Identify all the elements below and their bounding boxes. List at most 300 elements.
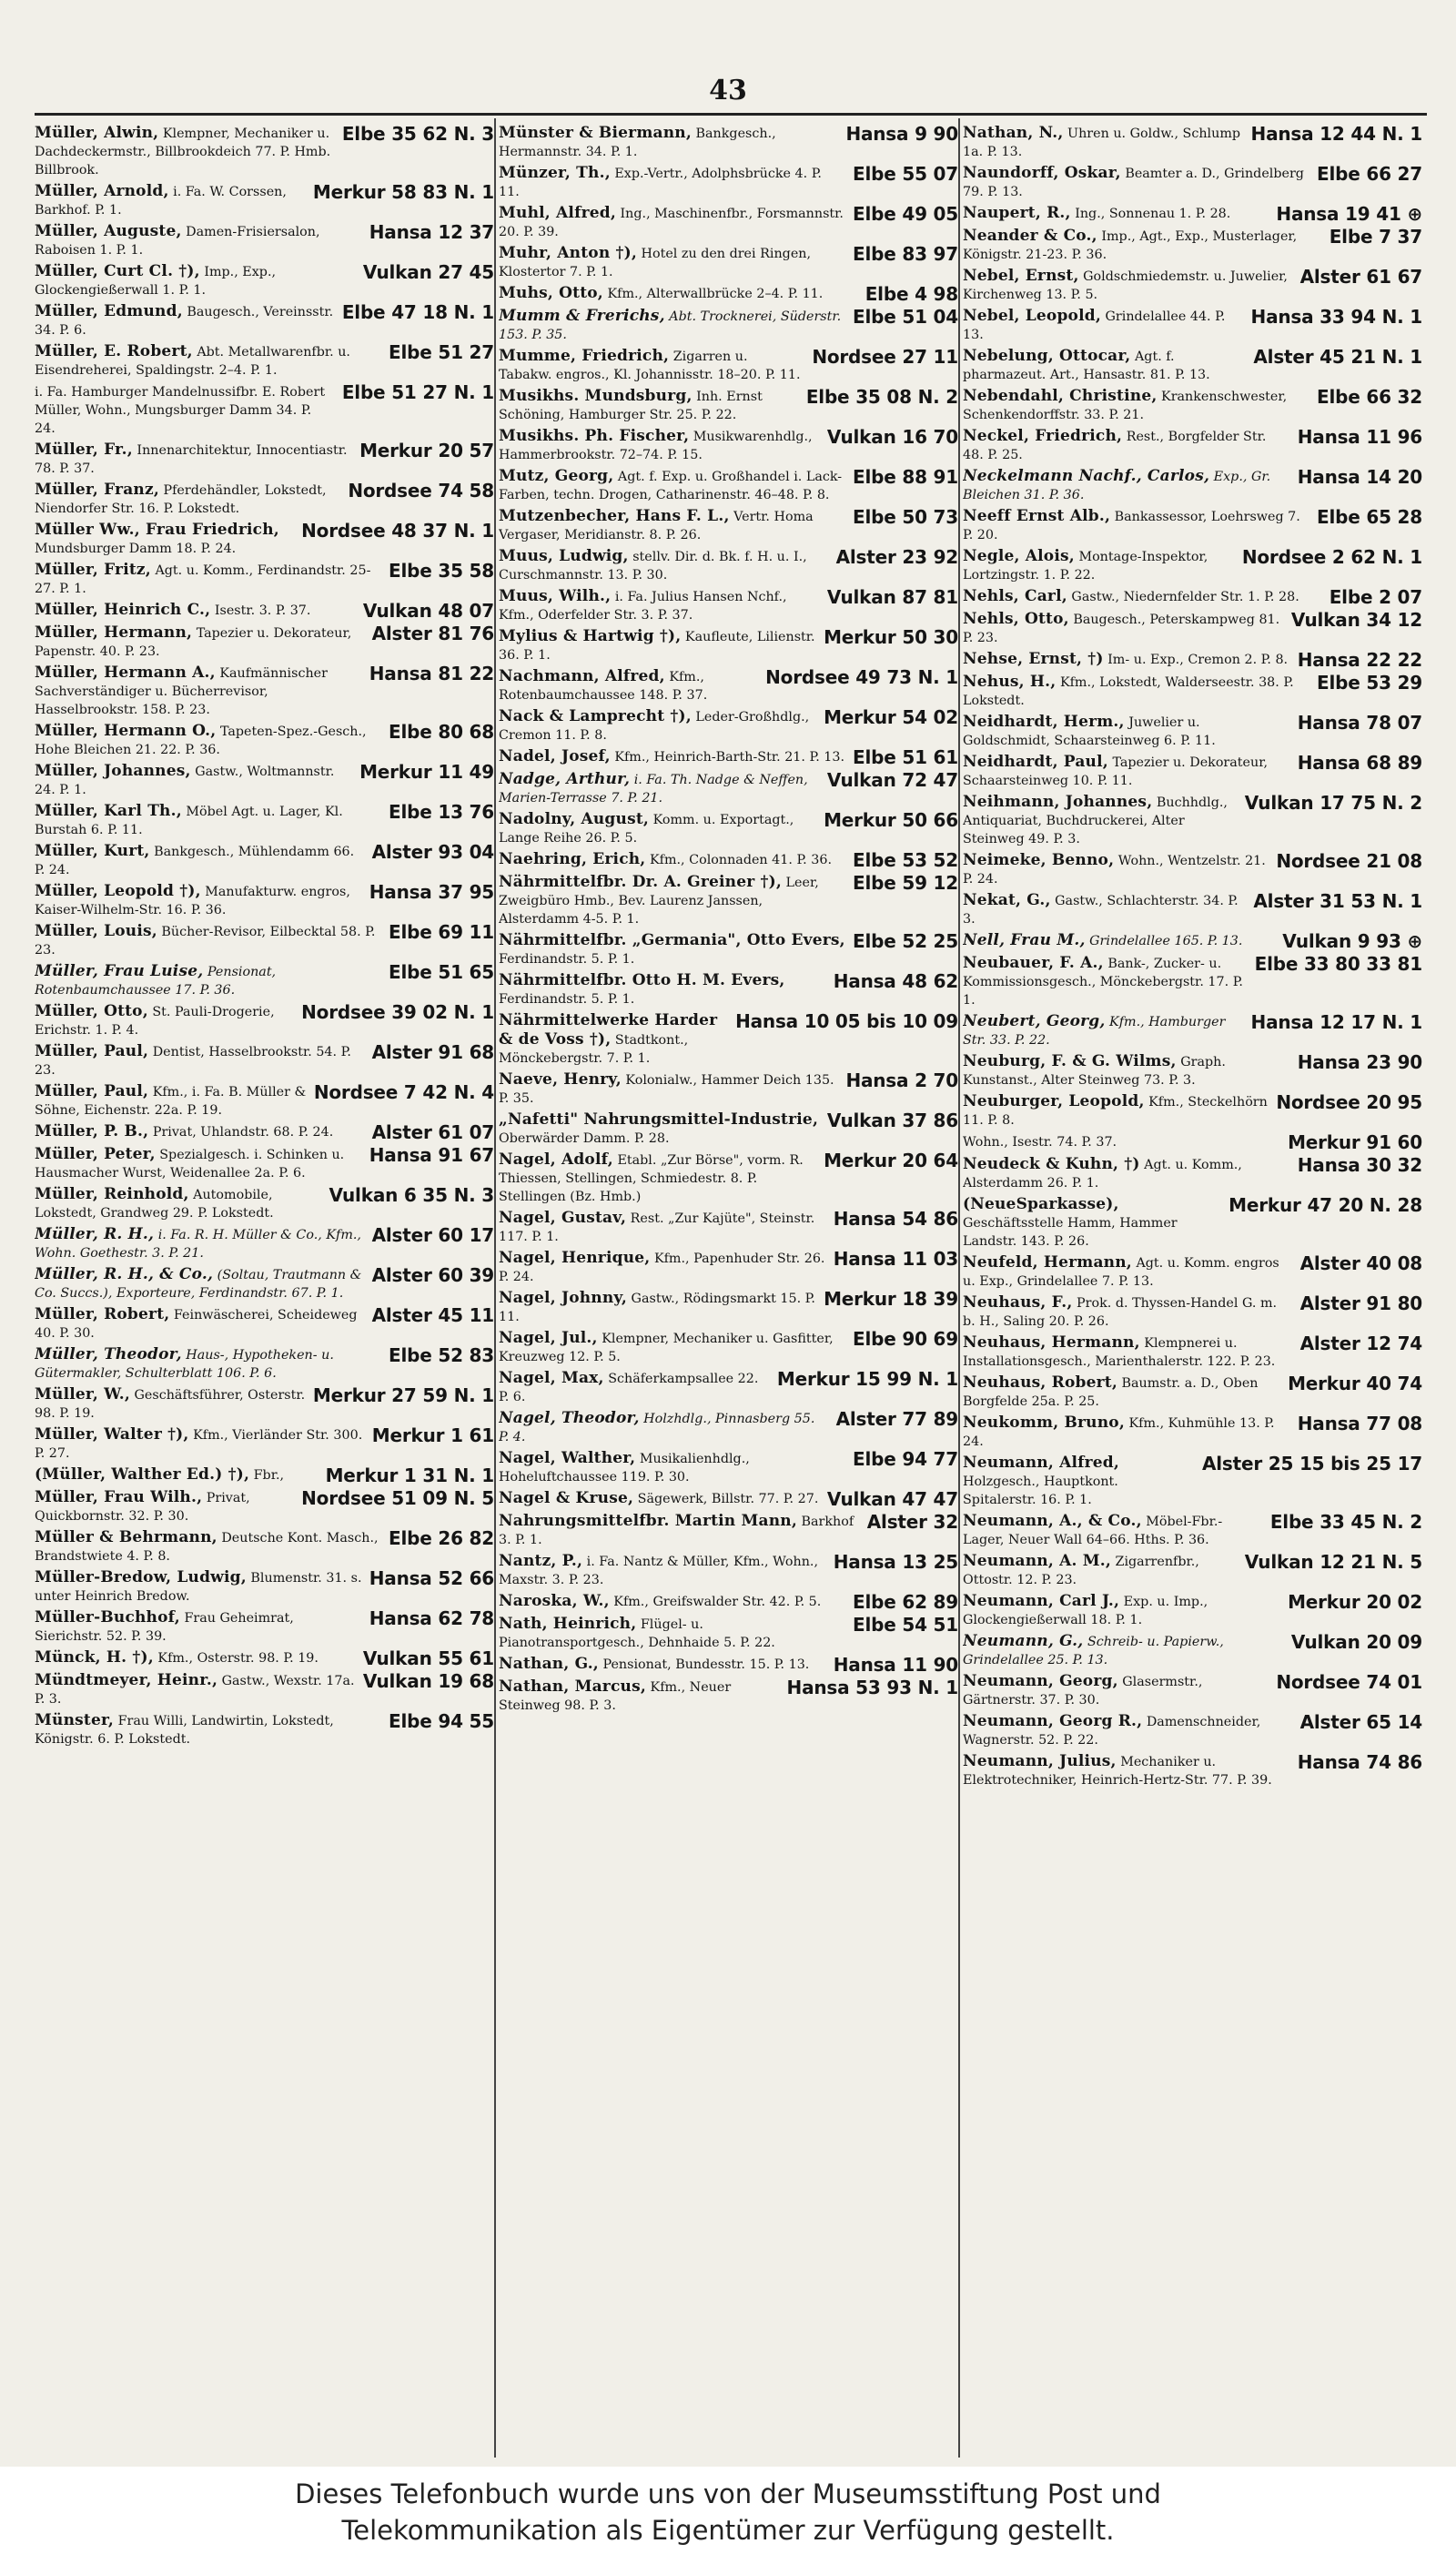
entry-detail: Tapezier u. Dekorateur, Schaarsteinweg 10. P. 11. <box>963 755 1269 788</box>
entry-phone: Elbe 50 73 <box>853 506 958 528</box>
entry-phone: Elbe 35 62 N. 3 <box>341 124 494 145</box>
entry-name: Muus, Ludwig, <box>499 547 629 565</box>
directory-entry <box>963 673 1422 710</box>
entry-detail: Damenschneider, Wagnerstr. 52. P. 22. <box>963 1715 1261 1748</box>
entry-detail: stellv. Dir. d. Bk. f. H. u. I., Curschmannstr. 13. P. 30. <box>499 550 807 583</box>
directory-entry <box>499 284 958 304</box>
entry-detail: Kaufleute, Lilienstr. 36. P. 1. <box>499 630 815 663</box>
entry-detail: Agt. u. Komm. engros u. Exp., Grindelallee 7. P. 13. <box>963 1256 1279 1289</box>
entry-phone: Elbe 59 12 <box>853 872 958 894</box>
directory-entry <box>963 891 1422 928</box>
entry-name: Neander & Co., <box>963 227 1097 245</box>
directory-entry <box>499 1070 958 1108</box>
directory-entry <box>499 427 958 464</box>
entry-phone: Merkur 50 30 <box>824 626 958 648</box>
entry-phone: Nordsee 20 95 <box>1276 1091 1422 1113</box>
entry-detail: Imp., Exp., Glockengießerwall 1. P. 1. <box>35 265 277 298</box>
entry-name: Mumme, Friedrich, <box>499 347 670 365</box>
entry-phone: Vulkan 47 47 <box>826 1488 958 1510</box>
directory-entry <box>499 1512 958 1549</box>
entry-detail: Feinwäscherei, Scheideweg 40. P. 30. <box>35 1308 358 1341</box>
entry-name: Nachmann, Alfred, <box>499 667 665 685</box>
entry-detail: Frau Geheimrat, Sierichstr. 52. P. 39. <box>35 1611 294 1644</box>
directory-entry <box>963 1672 1422 1709</box>
directory-entry <box>35 722 494 759</box>
entry-phone: Nordsee 27 11 <box>812 346 958 368</box>
entry-phone: Vulkan 20 09 <box>1290 1631 1422 1653</box>
entry-phone: Nordsee 39 02 N. 1 <box>301 1001 494 1023</box>
directory-entry <box>499 1209 958 1246</box>
entry-detail: Privat, Quickbornstr. 32. P. 30. <box>35 1491 250 1524</box>
entry-phone: Elbe 49 05 <box>853 203 958 225</box>
directory-entry <box>963 1092 1422 1130</box>
entry-name: Neubauer, F. A., <box>963 954 1104 972</box>
entry-name: Müller, Fr., <box>35 441 133 459</box>
directory-entry <box>35 441 494 478</box>
entry-phone: Vulkan 9 93 ⊕ <box>1282 930 1422 952</box>
entry-name: Naeve, Henry, <box>499 1070 622 1089</box>
entry-detail: Manufakturw. engros, Kaiser-Wilhelm-Str. 16. P. 36. <box>35 885 350 917</box>
entry-phone: Merkur 50 66 <box>824 809 958 831</box>
entry-phone: Alster 91 68 <box>371 1041 494 1063</box>
entry-phone: Elbe 2 07 <box>1329 586 1422 608</box>
entry-name: Müller & Behrmann, <box>35 1528 217 1546</box>
entry-name: Müller, Hermann, <box>35 623 193 642</box>
entry-phone: Elbe 66 27 <box>1317 163 1422 185</box>
entry-detail: Kfm., Rotenbaumchaussee 148. P. 37. <box>499 670 708 703</box>
entry-name: Müller, E. Robert, <box>35 342 193 360</box>
entry-name: Neuburg, F. & G. Wilms, <box>963 1052 1177 1070</box>
entry-phone: Hansa 62 78 <box>369 1607 494 1629</box>
entry-phone: Elbe 35 58 <box>389 560 494 582</box>
entry-name: Münck, H. †), <box>35 1648 154 1667</box>
directory-entry <box>499 204 958 241</box>
entry-detail: Bankassessor, Loehrsweg 7. P. 20. <box>963 510 1300 542</box>
entry-detail: Damen-Frisiersalon, Raboisen 1. P. 1. <box>35 225 320 258</box>
entry-detail: Prok. d. Thyssen-Handel G. m. b. H., Saling 20. P. 26. <box>963 1296 1278 1329</box>
entry-phone: Hansa 22 22 <box>1297 649 1422 671</box>
entry-name: Nell, Frau M., <box>963 931 1086 949</box>
entry-phone: Hansa 19 41 ⊕ <box>1276 203 1422 225</box>
directory-entry <box>499 1150 958 1206</box>
entry-name: Müller, Edmund, <box>35 302 183 320</box>
entry-name: Nathan, N., <box>963 124 1064 142</box>
entry-detail: Beamter a. D., Grindelberg 79. P. 13. <box>963 167 1304 199</box>
directory-entry <box>499 347 958 384</box>
entry-detail: Exp. u. Imp., Glockengießerwall 18. P. 1. <box>963 1595 1208 1627</box>
entry-detail: St. Pauli-Drogerie, Erichstr. 1. P. 4. <box>35 1005 275 1038</box>
entry-detail: Schäferkampsallee 22. P. 6. <box>499 1372 759 1404</box>
entry-detail: Komm. u. Exportagt., Lange Reihe 26. P. 5. <box>499 813 794 846</box>
entry-name: Müller, Heinrich C., <box>35 601 211 619</box>
entry-name: Neuhaus, F., <box>963 1293 1073 1312</box>
entry-name: Nathan, G., <box>499 1655 599 1673</box>
entry-phone: Elbe 80 68 <box>389 721 494 743</box>
entry-phone: Elbe 94 55 <box>389 1710 494 1732</box>
entry-phone: Elbe 94 77 <box>853 1448 958 1470</box>
directory-entry <box>499 627 958 664</box>
directory-entry <box>35 1082 494 1120</box>
entry-detail: i. Fa. W. Corssen, Barkhof. P. 1. <box>35 185 287 218</box>
entry-name: Muhs, Otto, <box>499 284 603 302</box>
directory-column-2 <box>499 124 958 2454</box>
entry-detail: Agt. u. Komm., Ferdinandstr. 25-27. P. 1. <box>35 563 371 596</box>
entry-name: Neimeke, Benno, <box>963 851 1115 869</box>
directory-entry <box>499 507 958 544</box>
entry-name: Müller, Louis, <box>35 922 157 940</box>
directory-entry <box>963 1592 1422 1629</box>
directory-entry <box>35 182 494 219</box>
page-number: 43 <box>709 75 747 106</box>
directory-entry <box>35 1385 494 1423</box>
entry-detail: Agt. u. Komm., Alsterdamm 26. P. 1. <box>963 1158 1242 1191</box>
entry-phone: Alster 93 04 <box>371 841 494 863</box>
entry-name: Muhl, Alfred, <box>499 204 616 222</box>
entry-detail: Blumenstr. 31. s. unter Heinrich Bredow. <box>35 1571 362 1604</box>
entry-phone: Alster 40 08 <box>1299 1252 1422 1274</box>
entry-detail: Klempner, Mechaniker u. Dachdeckermstr., Billbrookdeich 77. P. Hmb. Billbrook. <box>35 127 331 177</box>
entry-phone: Elbe 33 45 N. 2 <box>1269 1511 1422 1533</box>
directory-entry <box>963 1012 1422 1049</box>
directory-entry <box>963 610 1422 647</box>
entry-phone: Alster 91 80 <box>1299 1292 1422 1314</box>
entry-name: Nährmittelfbr. Otto H. M. Evers, <box>499 971 785 989</box>
entry-phone: Elbe 66 32 <box>1317 386 1422 408</box>
entry-phone: Merkur 20 64 <box>824 1150 958 1171</box>
directory-entry <box>963 1132 1422 1152</box>
entry-detail: i. Fa. Hamburger Mandelnussifbr. E. Robert Müller, Wohn., Mungsburger Damm 34. P. 24. <box>35 385 326 436</box>
entry-phone: Hansa 48 62 <box>833 970 958 992</box>
directory-entry <box>963 650 1422 670</box>
directory-entry <box>963 267 1422 304</box>
entry-phone: Elbe 51 04 <box>853 306 958 328</box>
directory-entry <box>35 342 494 380</box>
entry-detail: Klempner, Mechaniker u. Gasfitter, Kreuzweg 12. P. 5. <box>499 1332 834 1364</box>
entry-name: Müller, Frau Wilh., <box>35 1488 203 1506</box>
entry-detail: Glasermstr., Gärtnerstr. 37. P. 30. <box>963 1675 1203 1708</box>
entry-name: Nagel, Max, <box>499 1369 604 1387</box>
entry-name: Neckelmann Nachf., Carlos, <box>963 467 1210 485</box>
entry-name: Müller, Peter, <box>35 1145 156 1163</box>
entry-phone: Hansa 74 86 <box>1297 1751 1422 1773</box>
entry-phone: Hansa 33 94 N. 1 <box>1250 306 1422 328</box>
entry-phone: Alster 61 67 <box>1299 266 1422 288</box>
entry-name: Müller, R. H., <box>35 1225 155 1243</box>
directory-entry <box>499 1110 958 1148</box>
entry-phone: Hansa 9 90 <box>845 124 958 145</box>
directory-entry <box>963 547 1422 584</box>
entry-phone: Nordsee 74 01 <box>1276 1671 1422 1693</box>
directory-entry <box>963 1052 1422 1090</box>
entry-name: Negle, Alois, <box>963 547 1075 565</box>
entry-detail: Bankgesch., Hermannstr. 34. P. 1. <box>499 127 776 159</box>
directory-entry <box>499 1011 958 1068</box>
entry-name: Nährmittelfbr. Dr. A. Greiner †), <box>499 873 782 891</box>
entry-name: Neuburger, Leopold, <box>963 1092 1145 1110</box>
entry-phone: Hansa 12 37 <box>369 221 494 243</box>
entry-phone: Vulkan 72 47 <box>826 769 958 791</box>
entry-name: Nack & Lamprecht †), <box>499 707 692 725</box>
column-divider <box>494 118 496 2458</box>
entry-name: Nagel, Adolf, <box>499 1150 613 1169</box>
entry-name: (Müller, Walther Ed.) †), <box>35 1465 250 1484</box>
directory-entry <box>35 1145 494 1182</box>
entry-detail: Im- u. Exp., Cremon 2. P. 8. <box>1107 653 1289 667</box>
entry-name: Nagel, Jul., <box>499 1329 598 1347</box>
entry-phone: Hansa 37 95 <box>369 881 494 903</box>
directory-entry <box>35 762 494 799</box>
entry-name: Müller-Bredow, Ludwig, <box>35 1568 247 1586</box>
entry-detail: Privat, Uhlandstr. 68. P. 24. <box>152 1125 334 1140</box>
entry-phone: Merkur 27 59 N. 1 <box>312 1384 494 1406</box>
entry-detail: Sägewerk, Billstr. 77. P. 27. <box>637 1492 819 1506</box>
entry-name: Nadge, Arthur, <box>499 770 631 788</box>
entry-phone: Elbe 33 80 33 81 <box>1254 953 1422 975</box>
entry-detail: Hotel zu den drei Ringen, Klostertor 7. P. 1. <box>499 247 812 279</box>
entry-phone: Hansa 78 07 <box>1297 712 1422 734</box>
entry-name: Müller, Auguste, <box>35 222 182 240</box>
entry-name: Neckel, Friedrich, <box>963 427 1123 445</box>
entry-phone: Merkur 1 61 <box>371 1424 494 1446</box>
entry-name: Nährmittelwerke Harder & de Voss †), <box>499 1011 718 1049</box>
directory-entry <box>963 427 1422 464</box>
directory-entry <box>963 1195 1422 1251</box>
entry-detail: Oberwärder Damm. P. 28. <box>499 1131 670 1146</box>
entry-name: Nagel, Johnny, <box>499 1289 627 1307</box>
directory-entry <box>35 882 494 919</box>
entry-name: Nagel, Henrique, <box>499 1249 651 1267</box>
header-rule <box>35 113 1427 116</box>
entry-detail: Kfm., i. Fa. B. Müller & Söhne, Eichenstr. 22a. P. 19. <box>35 1085 307 1118</box>
entry-phone: Merkur 11 49 <box>359 761 494 783</box>
entry-detail: Kfm., Kuhmühle 13. P. 24. <box>963 1416 1275 1449</box>
entry-detail: Automobile, Lokstedt, Grandweg 29. P. Lokstedt. <box>35 1188 274 1221</box>
directory-entry <box>35 222 494 259</box>
entry-phone: Elbe 90 69 <box>853 1328 958 1350</box>
entry-phone: Elbe 52 83 <box>389 1344 494 1366</box>
entry-phone: Hansa 23 90 <box>1297 1051 1422 1073</box>
footer-notice <box>0 2467 1456 2554</box>
entry-detail: Bank-, Zucker- u. Kommissionsgesch., Mönckebergstr. 17. P. 1. <box>963 957 1243 1008</box>
entry-name: Musikhs. Mundsburg, <box>499 387 693 405</box>
entry-phone: Vulkan 48 07 <box>362 600 494 622</box>
entry-name: „Nafetti" Nahrungsmittel-Industrie, <box>499 1110 819 1129</box>
directory-entry <box>963 387 1422 424</box>
entry-phone: Hansa 53 93 N. 1 <box>786 1677 958 1698</box>
entry-name: Nebelung, Ottocar, <box>963 347 1131 365</box>
entry-name: Neuhaus, Hermann, <box>963 1333 1140 1352</box>
entry-name: Nadolny, August, <box>499 810 650 828</box>
entry-name: Müller Ww., Frau Friedrich, <box>35 521 279 539</box>
directory-entry <box>35 1122 494 1142</box>
entry-phone: Vulkan 34 12 <box>1290 609 1422 631</box>
directory-entry <box>35 1648 494 1668</box>
entry-name: Müller, W., <box>35 1385 130 1404</box>
entry-name: Neidhardt, Paul, <box>963 753 1108 771</box>
directory-entry <box>963 793 1422 848</box>
entry-phone: Elbe 26 82 <box>389 1527 494 1549</box>
directory-entry <box>963 1512 1422 1549</box>
entry-detail: Uhren u. Goldw., Schlump 1a. P. 13. <box>963 127 1241 159</box>
directory-entry <box>35 302 494 340</box>
directory-entry <box>499 1249 958 1286</box>
entry-detail: Holzhdlg., Pinnasberg 55. P. 4. <box>499 1412 815 1444</box>
entry-name: Müller-Buchhof, <box>35 1608 180 1627</box>
directory-entry <box>499 1449 958 1486</box>
entry-phone: Nordsee 51 09 N. 5 <box>301 1487 494 1509</box>
directory-entry <box>35 382 494 438</box>
entry-phone: Alster 25 15 bis 25 17 <box>1201 1453 1422 1475</box>
entry-name: Mumm & Frerichs, <box>499 307 665 325</box>
entry-name: Neudeck & Kuhn, †) <box>963 1155 1140 1173</box>
entry-phone: Merkur 40 74 <box>1288 1373 1422 1394</box>
entry-phone: Alster 60 39 <box>371 1264 494 1286</box>
entry-detail: Baugesch., Vereinsstr. 34. P. 6. <box>35 305 334 338</box>
directory-entry <box>963 1454 1422 1509</box>
entry-name: Nadel, Josef, <box>499 747 611 765</box>
entry-phone: Merkur 18 39 <box>824 1288 958 1310</box>
entry-detail: Musikwarenhdlg., Hammerbrookstr. 72–74. P. 15. <box>499 430 813 462</box>
entry-phone: Hansa 68 89 <box>1297 752 1422 774</box>
entry-detail: Frau Willi, Landwirtin, Lokstedt, Königstr. 6. P. Lokstedt. <box>35 1714 334 1747</box>
directory-entry <box>499 1592 958 1612</box>
entry-detail: Möbel-Fbr.-Lager, Neuer Wall 64–66. Hths. P. 36. <box>963 1515 1223 1547</box>
entry-detail: Deutsche Kont. Masch., Brandstwiete 4. P. 8. <box>35 1531 379 1564</box>
entry-detail: Innenarchitektur, Innocentiastr. 78. P. 37. <box>35 443 348 476</box>
entry-name: Müller, Karl Th., <box>35 802 182 820</box>
entry-name: Neumann, Carl J., <box>963 1592 1120 1610</box>
entry-phone: Nordsee 21 08 <box>1276 850 1422 872</box>
entry-phone: Hansa 52 66 <box>369 1567 494 1589</box>
directory-entry <box>963 1253 1422 1291</box>
entry-detail: Schreib- u. Papierw., Grindelallee 25. P. 13. <box>963 1635 1224 1667</box>
entry-phone: Nordsee 7 42 N. 4 <box>313 1081 494 1103</box>
entry-phone: Alster 12 74 <box>1299 1333 1422 1354</box>
entry-detail: Klempnerei u. Installationsgesch., Marienthalerstr. 122. P. 23. <box>963 1336 1276 1369</box>
entry-detail: Wohn., Isestr. 74. P. 37. <box>963 1135 1117 1150</box>
entry-name: Neumann, Georg, <box>963 1672 1118 1690</box>
entry-phone: Elbe 47 18 N. 1 <box>341 301 494 323</box>
entry-phone: Hansa 10 05 bis 10 09 <box>735 1010 958 1032</box>
directory-entry <box>35 1265 494 1302</box>
entry-phone: Merkur 20 02 <box>1288 1591 1422 1613</box>
entry-name: Nagel & Kruse, <box>499 1489 634 1507</box>
entry-detail: Gastw., Niedernfelder Str. 1. P. 28. <box>1071 590 1299 604</box>
entry-detail: Geschäftsstelle Hamm, Hammer Landstr. 143. P. 26. <box>963 1216 1178 1249</box>
directory-entry <box>499 387 958 424</box>
directory-entry <box>963 164 1422 201</box>
entry-phone: Vulkan 55 61 <box>362 1647 494 1669</box>
entry-phone: Elbe 35 08 N. 2 <box>805 386 958 408</box>
entry-detail: Musikalienhdlg., Hoheluftchaussee 119. P. 30. <box>499 1452 750 1485</box>
entry-phone: Merkur 1 31 N. 1 <box>325 1464 494 1486</box>
entry-phone: Elbe 4 98 <box>864 283 958 305</box>
entry-detail: Kfm., Alterwallbrücke 2–4. P. 11. <box>607 287 824 301</box>
entry-detail: Kfm., Papenhuder Str. 26. P. 24. <box>499 1252 825 1284</box>
directory-entry <box>963 307 1422 344</box>
entry-name: Nährmittelfbr. „Germania", Otto Evers, <box>499 931 845 949</box>
entry-phone: Vulkan 16 70 <box>826 426 958 448</box>
directory-entry <box>963 587 1422 607</box>
entry-name: Naundorff, Oskar, <box>963 164 1121 182</box>
entry-phone: Alster 45 21 N. 1 <box>1253 346 1422 368</box>
entry-name: Nebendahl, Christine, <box>963 387 1158 405</box>
entry-detail: Wohn., Wentzelstr. 21. P. 24. <box>963 854 1266 887</box>
entry-name: Mylius & Hartwig †), <box>499 627 682 645</box>
entry-detail: Kfm., Colonnaden 41. P. 36. <box>649 853 833 867</box>
directory-entry <box>499 931 958 968</box>
entry-name: Neidhardt, Herm., <box>963 713 1125 731</box>
directory-entry <box>499 1552 958 1589</box>
entry-name: Neeff Ernst Alb., <box>963 507 1111 525</box>
entry-name: Müller, Reinhold, <box>35 1185 189 1203</box>
entry-phone: Hansa 54 86 <box>833 1208 958 1230</box>
directory-entry <box>35 1002 494 1039</box>
directory-entry <box>35 561 494 598</box>
entry-phone: Elbe 55 07 <box>853 163 958 185</box>
entry-detail: Mundsburger Damm 18. P. 24. <box>35 542 237 556</box>
directory-entry <box>499 587 958 624</box>
entry-phone: Vulkan 87 81 <box>826 586 958 608</box>
entry-name: Müller, Fritz, <box>35 561 151 579</box>
entry-detail: Kfm., Steckelhörn 11. P. 8. <box>963 1095 1268 1128</box>
entry-name: Müller, Leopold †), <box>35 882 201 900</box>
entry-name: Naupert, R., <box>963 204 1071 222</box>
entry-name: Naehring, Erich, <box>499 850 646 868</box>
entry-detail: Inh. Ernst Schöning, Hamburger Str. 25. P. 22. <box>499 390 763 422</box>
directory-entry <box>35 481 494 518</box>
entry-phone: Nordsee 48 37 N. 1 <box>301 520 494 542</box>
entry-detail: Möbel Agt. u. Lager, Kl. Burstah 6. P. 11. <box>35 805 343 837</box>
directory-entry <box>499 1409 958 1446</box>
entry-phone: Elbe 51 27 N. 1 <box>341 381 494 403</box>
entry-detail: (Soltau, Trautmann & Co. Succs.), Exporteure, Ferdinandstr. 67. P. 1. <box>35 1268 362 1301</box>
entry-name: Neufeld, Hermann, <box>963 1253 1132 1272</box>
entry-name: Naroska, W., <box>499 1592 610 1610</box>
directory-entry <box>35 1465 494 1485</box>
entry-phone: Elbe 52 25 <box>853 930 958 952</box>
entry-phone: Hansa 11 03 <box>833 1248 958 1270</box>
directory-entry <box>963 954 1422 1009</box>
entry-phone: Merkur 47 20 N. 28 <box>1228 1194 1422 1216</box>
entry-phone: Hansa 91 67 <box>369 1144 494 1166</box>
entry-phone: Alster 61 07 <box>371 1121 494 1143</box>
entry-detail: Flügel- u. Pianotransportgesch., Dehnhaide 5. P. 22. <box>499 1617 775 1650</box>
entry-detail: Pensionat, Bundesstr. 15. P. 13. <box>602 1657 810 1672</box>
directory-entry <box>35 124 494 179</box>
entry-detail: Imp., Agt., Exp., Musterlager, Königstr. 21-23. P. 36. <box>963 229 1298 262</box>
entry-detail: i. Fa. R. H. Müller & Co., Kfm., Wohn. Goethestr. 3. P. 21. <box>35 1228 361 1261</box>
directory-column-1 <box>35 124 494 2454</box>
entry-name: Nehus, H., <box>963 673 1057 691</box>
directory-entry <box>35 842 494 879</box>
entry-phone: Merkur 15 99 N. 1 <box>776 1368 958 1390</box>
entry-detail: Gastw., Woltmannstr. 24. P. 1. <box>35 765 335 797</box>
entry-name: Nekat, G., <box>963 891 1051 909</box>
entry-name: Müller, P. B., <box>35 1122 149 1140</box>
entry-detail: i. Fa. Julius Hansen Nchf., Kfm., Oderfelder Str. 3. P. 37. <box>499 590 787 623</box>
entry-phone: Elbe 62 89 <box>853 1591 958 1613</box>
directory-entry <box>499 971 958 1008</box>
entry-phone: Alster 65 14 <box>1299 1711 1422 1733</box>
footer-line-2: Telekommunikation als Eigentümer zur Verfügung gestellt. <box>341 2515 1115 2546</box>
entry-phone: Elbe 65 28 <box>1317 506 1422 528</box>
directory-entry <box>499 1369 958 1406</box>
entry-phone: Elbe 13 76 <box>389 801 494 823</box>
directory-entry <box>35 623 494 661</box>
directory-entry <box>963 467 1422 504</box>
directory-entry <box>35 1568 494 1606</box>
